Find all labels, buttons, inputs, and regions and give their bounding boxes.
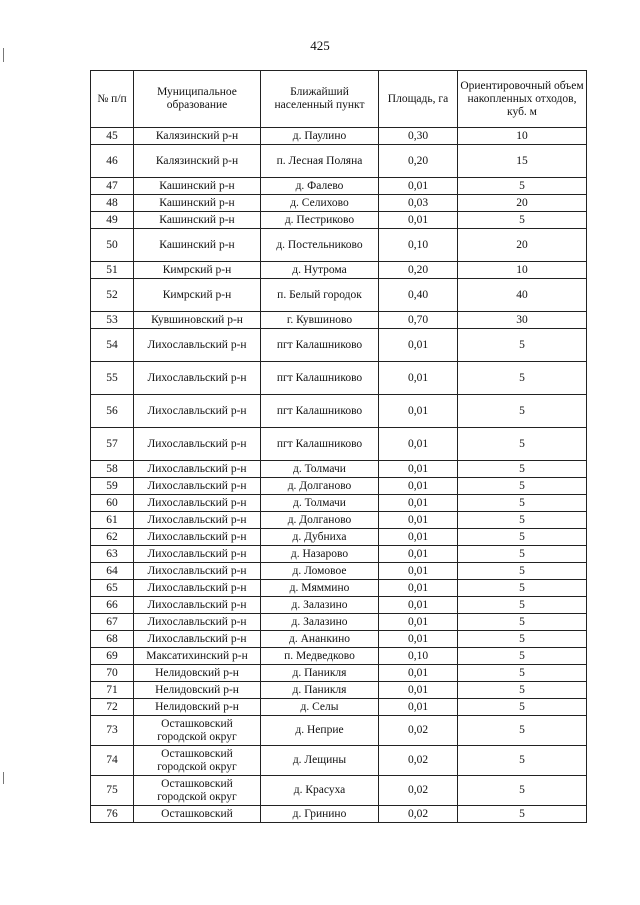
cell-area: 0,01 [379,461,458,478]
cell-number: 58 [91,461,134,478]
cell-area: 0,70 [379,312,458,329]
table-row [91,665,587,682]
cell-volume: 5 [458,563,587,580]
cell-volume: 5 [458,529,587,546]
table-row [91,461,587,478]
cell-volume: 5 [458,597,587,614]
header-area: Площадь, га [379,71,458,128]
table-row [91,580,587,597]
cell-volume: 5 [458,699,587,716]
waste-sites-table [90,70,587,823]
table-row [91,395,587,428]
cell-locality: д. Фалево [261,178,379,195]
cell-number: 51 [91,262,134,279]
cell-volume: 10 [458,128,587,145]
table-header-row [91,71,587,128]
table-body [91,128,587,823]
cell-municipality: Лихославльский р-н [134,395,261,428]
table-row [91,512,587,529]
cell-locality: д. Гринино [261,806,379,823]
cell-area: 0,01 [379,428,458,461]
cell-municipality: Нелидовский р-н [134,682,261,699]
cell-volume: 5 [458,716,587,746]
margin-mark [3,48,4,62]
cell-volume: 5 [458,614,587,631]
table-row [91,716,587,746]
cell-locality: д. Залазино [261,597,379,614]
cell-area: 0,01 [379,631,458,648]
cell-number: 63 [91,546,134,563]
cell-number: 59 [91,478,134,495]
page-number: 425 [310,38,330,53]
cell-municipality: Лихославльский р-н [134,512,261,529]
cell-municipality: Максатихинский р-н [134,648,261,665]
cell-volume: 5 [458,806,587,823]
cell-area: 0,01 [379,614,458,631]
header-municipality: Муниципальное образование [134,71,261,128]
cell-locality: д. Пестриково [261,212,379,229]
cell-number: 49 [91,212,134,229]
cell-number: 68 [91,631,134,648]
margin-mark [3,772,4,784]
cell-municipality: Осташковский [134,806,261,823]
cell-number: 47 [91,178,134,195]
cell-area: 0,01 [379,395,458,428]
cell-volume: 5 [458,546,587,563]
cell-area: 0,01 [379,362,458,395]
cell-area: 0,01 [379,329,458,362]
cell-locality: д. Красуха [261,776,379,806]
cell-number: 69 [91,648,134,665]
table-row [91,229,587,262]
cell-area: 0,03 [379,195,458,212]
cell-locality: д. Толмачи [261,461,379,478]
cell-volume: 20 [458,195,587,212]
table-row [91,478,587,495]
cell-municipality: Кашинский р-н [134,178,261,195]
cell-area: 0,02 [379,716,458,746]
table-row [91,806,587,823]
table-row [91,563,587,580]
cell-volume: 5 [458,495,587,512]
cell-volume: 5 [458,512,587,529]
table-row [91,546,587,563]
cell-number: 61 [91,512,134,529]
cell-area: 0,01 [379,495,458,512]
cell-locality: д. Постельниково [261,229,379,262]
cell-municipality: Лихославльский р-н [134,329,261,362]
cell-locality: д. Неприе [261,716,379,746]
cell-municipality: Лихославльский р-н [134,563,261,580]
header-volume: Ориентировочный объем накопленных отходов, куб. м [458,71,587,128]
cell-locality: д. Залазино [261,614,379,631]
cell-area: 0,01 [379,478,458,495]
cell-area: 0,02 [379,746,458,776]
cell-number: 67 [91,614,134,631]
cell-number: 55 [91,362,134,395]
cell-locality: д. Ломовое [261,563,379,580]
cell-number: 70 [91,665,134,682]
cell-municipality: Осташковский городской округ [134,776,261,806]
cell-locality: д. Ананкино [261,631,379,648]
table-row [91,212,587,229]
cell-number: 64 [91,563,134,580]
cell-number: 60 [91,495,134,512]
cell-municipality: Лихославльский р-н [134,546,261,563]
cell-volume: 5 [458,665,587,682]
cell-municipality: Калязинский р-н [134,128,261,145]
cell-volume: 5 [458,631,587,648]
cell-municipality: Лихославльский р-н [134,478,261,495]
table-row [91,329,587,362]
cell-locality: д. Нутрома [261,262,379,279]
cell-locality: п. Лесная Поляна [261,145,379,178]
cell-municipality: Кашинский р-н [134,195,261,212]
table-row [91,195,587,212]
cell-municipality: Лихославльский р-н [134,580,261,597]
cell-number: 57 [91,428,134,461]
table-row [91,776,587,806]
cell-area: 0,01 [379,699,458,716]
table-row [91,312,587,329]
cell-volume: 5 [458,461,587,478]
cell-number: 72 [91,699,134,716]
cell-number: 74 [91,746,134,776]
cell-number: 75 [91,776,134,806]
cell-area: 0,01 [379,580,458,597]
cell-locality: д. Долганово [261,512,379,529]
cell-volume: 5 [458,580,587,597]
table-row [91,699,587,716]
cell-volume: 40 [458,279,587,312]
cell-locality: д. Долганово [261,478,379,495]
cell-locality: д. Лещины [261,746,379,776]
cell-number: 73 [91,716,134,746]
cell-volume: 5 [458,428,587,461]
cell-number: 66 [91,597,134,614]
table-row [91,128,587,145]
cell-volume: 5 [458,212,587,229]
cell-area: 0,02 [379,776,458,806]
cell-volume: 20 [458,229,587,262]
cell-locality: д. Мяммино [261,580,379,597]
cell-area: 0,02 [379,806,458,823]
cell-volume: 5 [458,178,587,195]
cell-area: 0,20 [379,262,458,279]
cell-area: 0,01 [379,546,458,563]
cell-locality: д. Назарово [261,546,379,563]
cell-municipality: Лихославльский р-н [134,614,261,631]
header-number: № п/п [91,71,134,128]
cell-area: 0,30 [379,128,458,145]
cell-locality: пгт Калашниково [261,395,379,428]
table-row [91,279,587,312]
cell-locality: пгт Калашниково [261,428,379,461]
cell-area: 0,40 [379,279,458,312]
table-row [91,529,587,546]
cell-number: 54 [91,329,134,362]
cell-locality: д. Дубниха [261,529,379,546]
cell-locality: д. Паулино [261,128,379,145]
cell-municipality: Лихославльский р-н [134,428,261,461]
table-row [91,597,587,614]
cell-municipality: Лихославльский р-н [134,461,261,478]
table-row [91,428,587,461]
cell-locality: д. Селы [261,699,379,716]
cell-volume: 5 [458,395,587,428]
cell-volume: 10 [458,262,587,279]
cell-municipality: Осташковский городской округ [134,746,261,776]
cell-locality: д. Паникля [261,665,379,682]
cell-locality: пгт Калашниково [261,362,379,395]
cell-number: 48 [91,195,134,212]
table-row [91,682,587,699]
cell-number: 76 [91,806,134,823]
cell-area: 0,10 [379,229,458,262]
cell-number: 53 [91,312,134,329]
cell-municipality: Нелидовский р-н [134,665,261,682]
table-row [91,145,587,178]
cell-area: 0,01 [379,665,458,682]
cell-number: 46 [91,145,134,178]
cell-locality: пгт Калашниково [261,329,379,362]
table-row [91,631,587,648]
cell-area: 0,01 [379,178,458,195]
table-row [91,362,587,395]
table-row [91,262,587,279]
cell-volume: 5 [458,648,587,665]
cell-municipality: Кувшиновский р-н [134,312,261,329]
cell-number: 71 [91,682,134,699]
header-locality: Ближайший населенный пункт [261,71,379,128]
cell-number: 62 [91,529,134,546]
table-row [91,178,587,195]
cell-municipality: Кимрский р-н [134,279,261,312]
cell-municipality: Кашинский р-н [134,229,261,262]
cell-area: 0,01 [379,529,458,546]
cell-volume: 5 [458,746,587,776]
cell-area: 0,01 [379,512,458,529]
table-row [91,746,587,776]
table-row [91,495,587,512]
cell-number: 65 [91,580,134,597]
cell-locality: д. Селихово [261,195,379,212]
cell-number: 52 [91,279,134,312]
cell-municipality: Лихославльский р-н [134,529,261,546]
cell-locality: д. Толмачи [261,495,379,512]
cell-volume: 5 [458,682,587,699]
cell-locality: г. Кувшиново [261,312,379,329]
cell-municipality: Лихославльский р-н [134,495,261,512]
cell-area: 0,10 [379,648,458,665]
cell-volume: 5 [458,478,587,495]
cell-volume: 5 [458,776,587,806]
cell-volume: 5 [458,329,587,362]
cell-locality: д. Паникля [261,682,379,699]
cell-municipality: Лихославльский р-н [134,631,261,648]
cell-municipality: Нелидовский р-н [134,699,261,716]
cell-area: 0,01 [379,682,458,699]
cell-number: 56 [91,395,134,428]
cell-municipality: Калязинский р-н [134,145,261,178]
cell-locality: п. Медведково [261,648,379,665]
cell-number: 45 [91,128,134,145]
cell-municipality: Кимрский р-н [134,262,261,279]
cell-municipality: Кашинский р-н [134,212,261,229]
cell-volume: 30 [458,312,587,329]
table-row [91,614,587,631]
table-row [91,648,587,665]
cell-area: 0,20 [379,145,458,178]
cell-volume: 5 [458,362,587,395]
cell-municipality: Осташковский городской округ [134,716,261,746]
cell-municipality: Лихославльский р-н [134,362,261,395]
cell-locality: п. Белый городок [261,279,379,312]
cell-municipality: Лихославльский р-н [134,597,261,614]
cell-volume: 15 [458,145,587,178]
cell-number: 50 [91,229,134,262]
cell-area: 0,01 [379,563,458,580]
cell-area: 0,01 [379,597,458,614]
cell-area: 0,01 [379,212,458,229]
